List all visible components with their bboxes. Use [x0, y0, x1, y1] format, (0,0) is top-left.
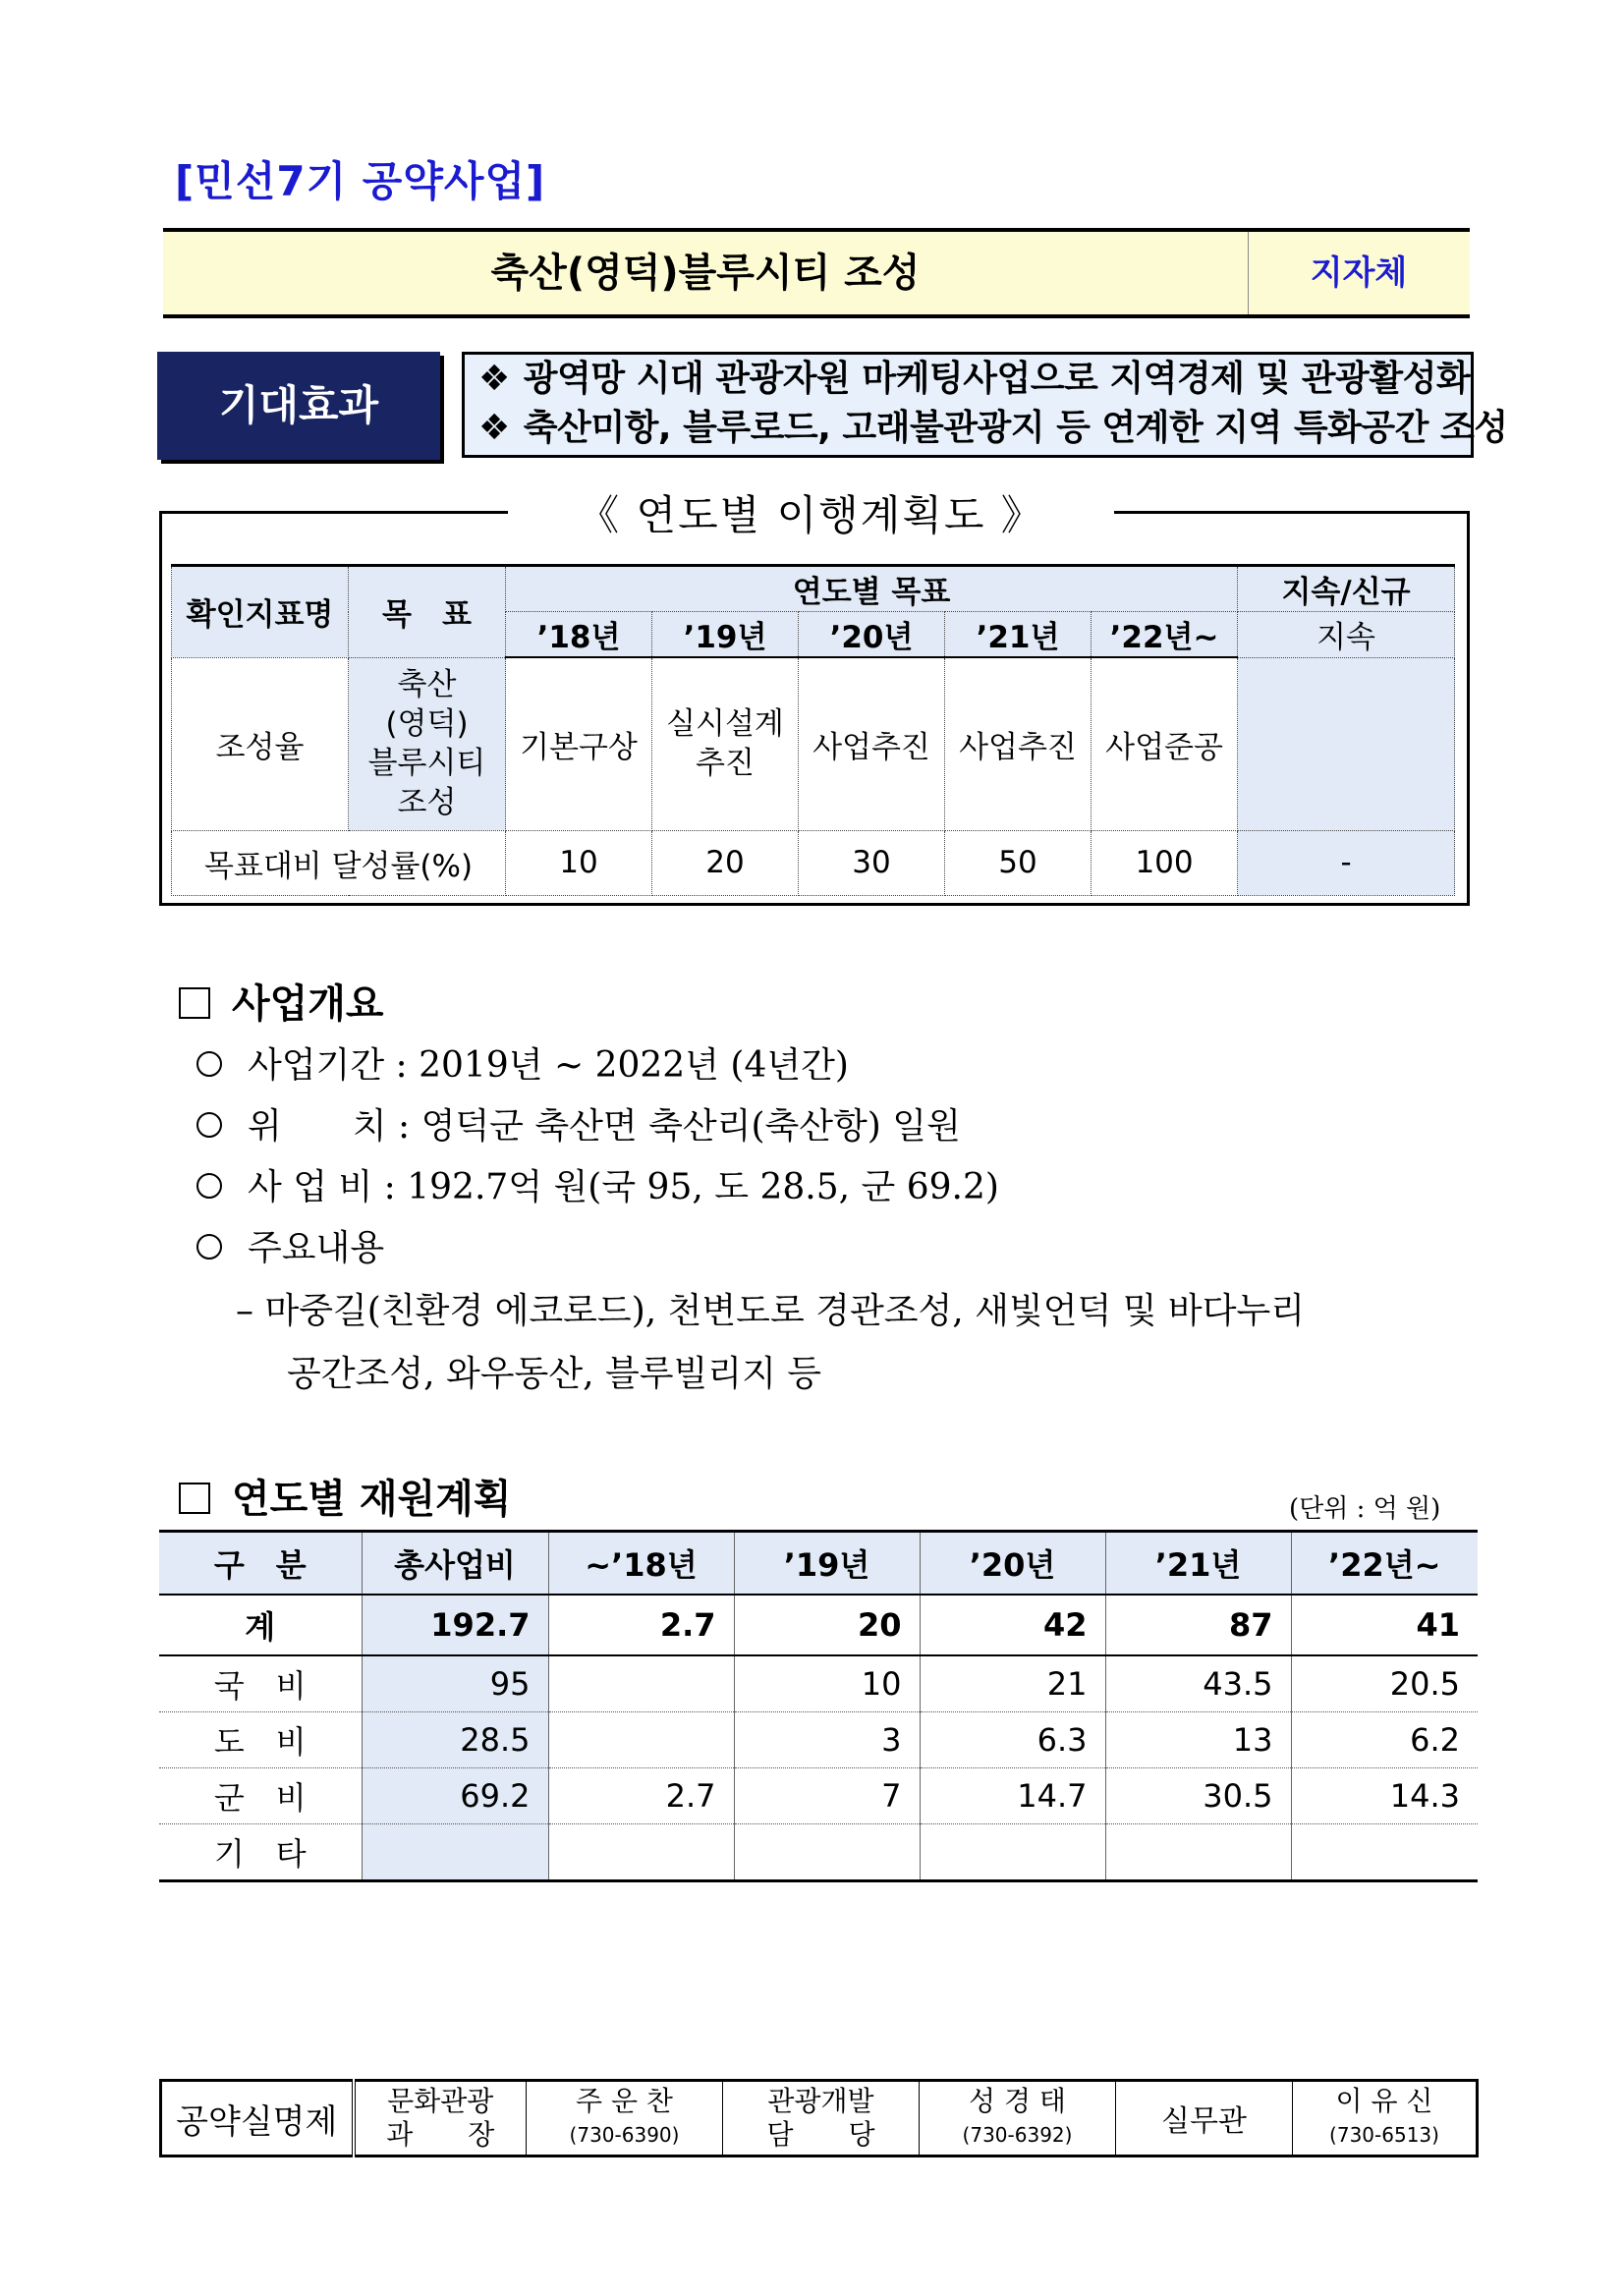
officer-title: 실무관	[1116, 2081, 1293, 2156]
overview-main-content: 주요내용	[196, 1220, 384, 1270]
project-owner-label: 지자체	[1310, 253, 1408, 293]
budget-header: ~’18년	[548, 1532, 734, 1596]
budget-header: ’22년~	[1291, 1532, 1478, 1596]
header-year: ’22년~	[1092, 612, 1238, 658]
row-label: 군 비	[159, 1768, 362, 1824]
table-row	[159, 1712, 1478, 1768]
plan-frame-top-left	[159, 511, 508, 514]
budget-cell: 192.7	[362, 1595, 548, 1655]
budget-header: ’19년	[734, 1532, 920, 1596]
overview-period: 사업기간 : 2019년 ~ 2022년 (4년간)	[196, 1037, 849, 1088]
director-title: 문화관광 과 장	[354, 2081, 527, 2156]
table-row	[159, 1768, 1478, 1824]
year-goal-cell: 사업준공	[1092, 657, 1238, 830]
director-name: 주 운 찬 (730-6390)	[527, 2081, 723, 2156]
effect-item: ❖ 축산미항, 블루로드, 고래불관광지 등 연계한 지역 특화공간 조성	[478, 408, 1508, 448]
budget-cell: 21	[920, 1655, 1105, 1712]
budget-header: 구 분	[159, 1532, 362, 1596]
header-year: ’18년	[506, 612, 652, 658]
budget-cell: 20	[734, 1595, 920, 1655]
achievement-value: 20	[652, 830, 799, 895]
plan-frame-top-right	[1114, 511, 1470, 514]
budget-cell	[548, 1655, 734, 1712]
expected-effects-box	[462, 352, 1508, 458]
row-label: 도 비	[159, 1712, 362, 1768]
budget-cell: 30.5	[1105, 1768, 1291, 1824]
row-label: 계	[159, 1595, 362, 1655]
diamond-bullet-icon: ❖	[478, 359, 510, 399]
achievement-value: 30	[799, 830, 945, 895]
budget-header: ’21년	[1105, 1532, 1291, 1596]
indicator-cell: 조성율	[172, 657, 349, 830]
header-goal: 목 표	[349, 566, 506, 658]
budget-cell: 2.7	[548, 1768, 734, 1824]
yearly-plan-table	[171, 564, 1455, 896]
achievement-label: 목표대비 달성률(%)	[172, 830, 506, 895]
overview-detail-line: 공간조성, 와우동산, 블루빌리지 등	[287, 1354, 822, 1394]
circle-bullet-icon	[196, 1173, 222, 1199]
table-row	[159, 1655, 1478, 1712]
budget-cell	[548, 1712, 734, 1768]
budget-cell	[548, 1824, 734, 1881]
budget-cell: 42	[920, 1595, 1105, 1655]
achievement-value: 100	[1092, 830, 1238, 895]
achievement-status: -	[1238, 830, 1455, 895]
page-heading-tag: [민선7기 공약사업]	[175, 157, 546, 205]
header-year: ’20년	[799, 612, 945, 658]
budget-cell	[362, 1824, 548, 1881]
row-label: 기 타	[159, 1824, 362, 1881]
budget-unit: (단위 : 억 원)	[1289, 1494, 1441, 1524]
budget-cell: 43.5	[1105, 1655, 1291, 1712]
budget-cell	[734, 1824, 920, 1881]
status-value: 지속	[1238, 612, 1455, 658]
expected-effects-label: 기대효과	[157, 352, 440, 460]
budget-cell: 14.7	[920, 1768, 1105, 1824]
table-row	[159, 1824, 1478, 1881]
header-year: ’21년	[945, 612, 1092, 658]
budget-cell: 87	[1105, 1595, 1291, 1655]
manager-title: 관광개발 담 당	[723, 2081, 920, 2156]
header-yearly-goal: 연도별 목표	[506, 566, 1238, 612]
overview-detail-line: – 마중길(친환경 에코로드), 천변도로 경관조성, 새빛언덕 및 바다누리	[236, 1291, 1306, 1331]
officer-name: 이 유 신 (730-6513)	[1293, 2081, 1478, 2156]
overview-budget: 사 업 비 : 192.7억 원(국 95, 도 28.5, 군 69.2)	[196, 1159, 999, 1209]
table-row	[159, 1595, 1478, 1655]
budget-header: 총사업비	[362, 1532, 548, 1596]
budget-cell: 2.7	[548, 1595, 734, 1655]
square-bullet-icon	[179, 1483, 210, 1514]
achievement-value: 50	[945, 830, 1092, 895]
budget-cell: 7	[734, 1768, 920, 1824]
budget-cell	[1291, 1824, 1478, 1881]
manager-name: 성 경 태 (730-6392)	[920, 2081, 1116, 2156]
budget-cell: 6.3	[920, 1712, 1105, 1768]
circle-bullet-icon	[196, 1234, 222, 1260]
year-goal-cell: 사업추진	[945, 657, 1092, 830]
budget-cell: 20.5	[1291, 1655, 1478, 1712]
year-goal-cell: 사업추진	[799, 657, 945, 830]
header-year: ’19년	[652, 612, 799, 658]
year-goal-cell: 기본구상	[506, 657, 652, 830]
overview-location: 위 치 : 영덕군 축산면 축산리(축산항) 일원	[196, 1098, 961, 1148]
budget-cell	[920, 1824, 1105, 1881]
budget-cell: 14.3	[1291, 1768, 1478, 1824]
goal-cell: 축산 (영덕) 블루시티 조성	[349, 657, 506, 830]
budget-table	[159, 1530, 1478, 1882]
square-bullet-icon	[179, 987, 210, 1019]
diamond-bullet-icon: ❖	[478, 408, 510, 448]
budget-cell: 13	[1105, 1712, 1291, 1768]
budget-title: 연도별 재원계획	[179, 1468, 511, 1524]
budget-cell: 28.5	[362, 1712, 548, 1768]
year-goal-cell: 실시설계 추진	[652, 657, 799, 830]
budget-cell: 69.2	[362, 1768, 548, 1824]
overview-title: 사업개요	[179, 973, 384, 1029]
status-cell	[1238, 657, 1455, 830]
circle-bullet-icon	[196, 1051, 222, 1077]
title-band	[163, 228, 1470, 318]
achievement-value: 10	[506, 830, 652, 895]
header-status: 지속/신규	[1238, 566, 1455, 612]
row-label: 국 비	[159, 1655, 362, 1712]
budget-cell: 10	[734, 1655, 920, 1712]
budget-cell: 3	[734, 1712, 920, 1768]
pledge-accountability-table	[159, 2079, 1479, 2157]
effect-item: ❖ 광역망 시대 관광자원 마케팅사업으로 지역경제 및 관광활성화	[478, 359, 1471, 399]
circle-bullet-icon	[196, 1112, 222, 1138]
budget-cell: 6.2	[1291, 1712, 1478, 1768]
budget-cell: 95	[362, 1655, 548, 1712]
budget-cell: 41	[1291, 1595, 1478, 1655]
header-indicator: 확인지표명	[172, 566, 349, 658]
plan-title: 《 연도별 이행계획도 》	[578, 491, 1044, 539]
pledge-label: 공약실명제	[161, 2081, 354, 2156]
budget-header: ’20년	[920, 1532, 1105, 1596]
budget-cell	[1105, 1824, 1291, 1881]
project-title: 축산(영덕)블루시티 조성	[490, 251, 921, 296]
